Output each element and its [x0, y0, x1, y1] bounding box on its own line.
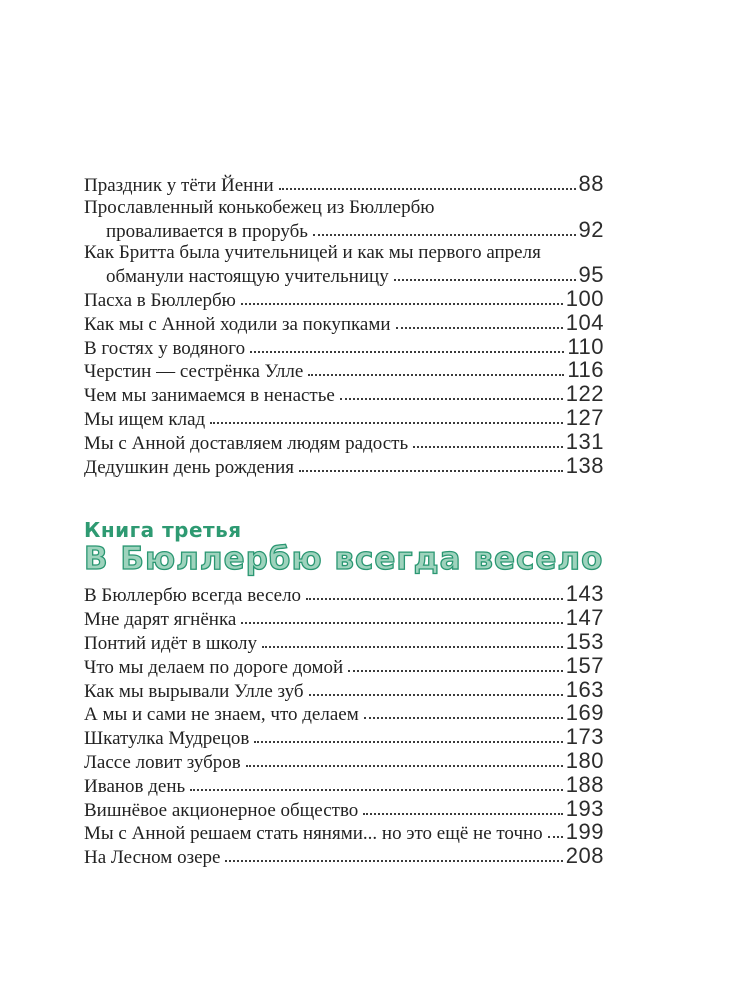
toc-leader-dots [246, 765, 563, 767]
toc-entry-title: Как мы вырывали Улле зуб [84, 680, 304, 702]
toc-entry [84, 264, 604, 288]
toc-leader-dots [241, 622, 562, 624]
toc-entry [84, 359, 604, 383]
toc-leader-dots [225, 860, 562, 862]
toc-entry-page: 95 [578, 262, 604, 288]
toc-entry-page: 180 [565, 747, 604, 773]
toc-entry-title: Вишнёвое акционерное общество [84, 799, 359, 821]
toc-entry-title: Иванов день [84, 775, 186, 797]
toc-entry-page: 110 [567, 333, 604, 359]
toc-entry-page: 199 [565, 819, 604, 845]
toc-entry-title: Мы с Анной решаем стать нянями... но это ещё не точно [84, 823, 543, 845]
toc-entry-title: Пасха в Бюллербю [84, 289, 236, 311]
toc-entry-title: Что мы делаем по дороге домой [84, 656, 344, 678]
toc-entry-page: 131 [565, 428, 604, 454]
toc-leader-dots [306, 598, 563, 600]
toc-leader-dots [262, 646, 563, 648]
toc-entry [84, 285, 604, 312]
book-three-kicker: Книга третья [84, 518, 242, 543]
toc-entry [84, 628, 604, 655]
toc-entry-page: 157 [565, 652, 604, 678]
toc-entry-page: 104 [565, 309, 604, 335]
toc-leader-dots [394, 279, 576, 281]
toc-entry-title: Лассе ловит зубров [84, 751, 241, 773]
toc-leader-dots [413, 446, 563, 448]
toc-entry [84, 845, 604, 869]
toc-book-three-list [84, 583, 604, 869]
toc-entry-title: Чем мы занимаемся в ненастье [84, 385, 335, 407]
toc-entry [84, 383, 604, 407]
toc-entry-page: 143 [565, 581, 604, 607]
toc-entry-page: 138 [565, 452, 604, 478]
toc-entry [84, 309, 604, 336]
toc-leader-dots [309, 694, 563, 696]
toc-leader-dots [313, 234, 576, 236]
toc-leader-dots [190, 789, 563, 791]
book-three-heading [84, 519, 604, 577]
toc-leader-dots [241, 303, 563, 305]
toc-entry [84, 795, 604, 822]
toc-entry [84, 428, 604, 455]
toc-entry-title: обманули настоящую учительницу [106, 266, 389, 288]
toc-entry-page: 173 [565, 724, 604, 750]
toc-entry-title: Понтий идёт в школу [84, 632, 257, 654]
toc-entry [84, 197, 604, 219]
toc-entry-page: 100 [565, 285, 604, 311]
toc-entry-title: В гостях у водяного [84, 337, 246, 359]
toc-entry-page: 153 [565, 628, 604, 654]
toc-entry-page: 163 [565, 676, 604, 702]
toc-content [84, 173, 604, 869]
toc-leader-dots [299, 470, 563, 472]
toc-entry-page: 188 [565, 771, 604, 797]
toc-entry-page: 169 [565, 700, 604, 726]
toc-entry [84, 173, 604, 197]
toc-entry-page: 88 [578, 171, 604, 196]
toc-leader-dots [363, 813, 562, 815]
toc-entry-page: 127 [565, 404, 604, 430]
toc-entry-page: 122 [565, 381, 604, 407]
toc-leader-dots [340, 398, 563, 400]
toc-entry [84, 404, 604, 431]
toc-entry-title: Мы с Анной доставляем людям радость [84, 432, 409, 454]
toc-entry [84, 452, 604, 479]
toc-entry-page: 116 [567, 357, 604, 383]
toc-entry-page: 147 [565, 605, 604, 631]
toc-entry-page: 193 [565, 795, 604, 821]
toc-entry-title: Шкатулка Мудрецов [84, 728, 250, 750]
toc-entry-title: Черстин — сестрёнка Улле [84, 361, 304, 383]
toc-entry-title: проваливается в прорубь [106, 220, 308, 242]
toc-entry-title: Мне дарят ягнёнка [84, 609, 237, 631]
toc-entry [84, 726, 604, 750]
toc-entry-page: 208 [565, 843, 604, 869]
toc-entry-title: Как Бритта была учительницей и как мы первого апреля [84, 242, 541, 264]
toc-leader-dots [254, 741, 562, 743]
toc-entry [84, 242, 604, 264]
toc-entry [84, 676, 604, 703]
toc-leader-dots [348, 670, 563, 672]
toc-entry-title: А мы и сами не знаем, что делаем [84, 704, 359, 726]
toc-entry-title: Прославленный конькобежец из Бюллербю [84, 196, 435, 218]
toc-entry-title: Дедушкин день рождения [84, 456, 295, 478]
toc-entry [84, 333, 604, 360]
toc-entry [84, 821, 604, 845]
toc-entry [84, 652, 604, 679]
toc-book-two-list [84, 173, 604, 478]
toc-leader-dots [210, 422, 563, 424]
toc-entry [84, 771, 604, 798]
toc-entry-title: На Лесном озере [84, 847, 221, 869]
book-three-title: В Бюллербю всегда весело [84, 541, 604, 578]
toc-entry-title: В Бюллербю всегда весело [84, 585, 302, 607]
toc-entry [84, 747, 604, 774]
toc-entry [84, 583, 604, 607]
toc-entry-page: 92 [578, 216, 604, 242]
toc-leader-dots [396, 327, 563, 329]
toc-leader-dots [250, 351, 564, 353]
toc-entry-title: Как мы с Анной ходили за покупками [84, 313, 391, 335]
toc-entry [84, 702, 604, 726]
toc-leader-dots [308, 374, 564, 376]
toc-leader-dots [548, 836, 563, 838]
toc-entry [84, 607, 604, 631]
toc-entry-title: Праздник у тёти Йенни [84, 175, 274, 196]
toc-leader-dots [279, 188, 576, 190]
toc-entry [84, 216, 604, 243]
toc-leader-dots [364, 717, 563, 719]
toc-entry-title: Мы ищем клад [84, 408, 206, 430]
